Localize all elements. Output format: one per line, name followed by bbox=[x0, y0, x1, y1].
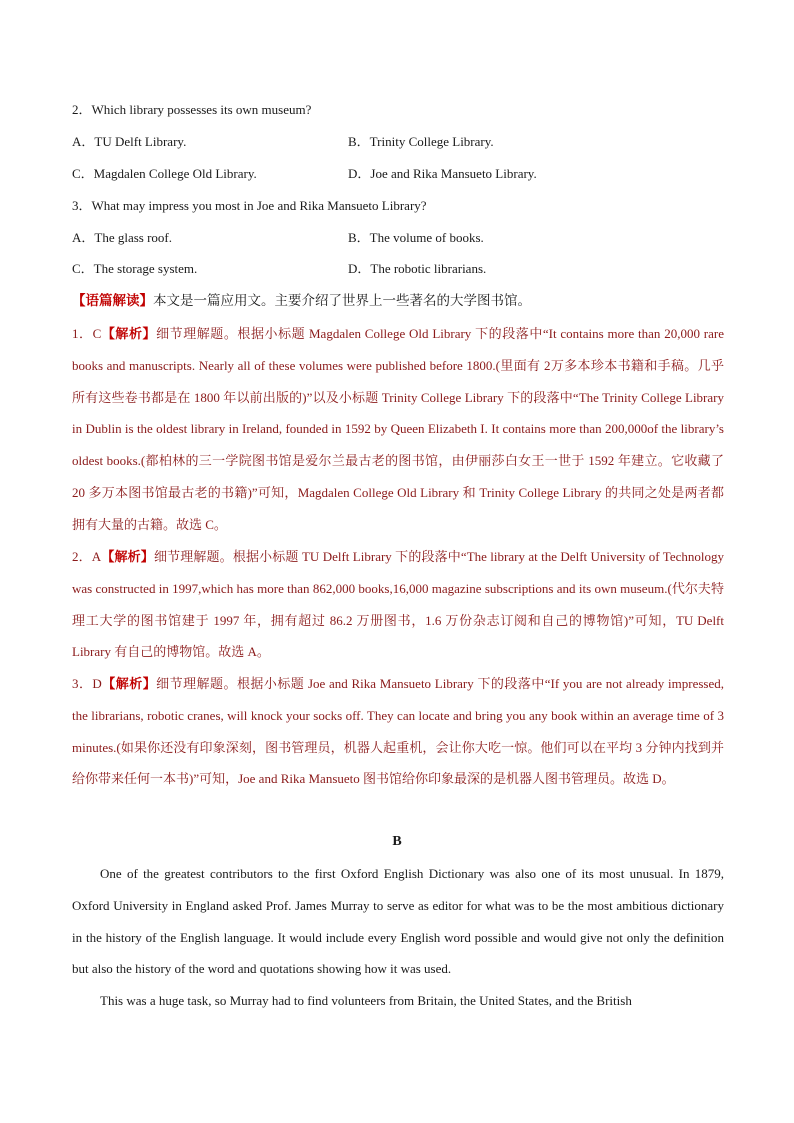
question-3-option-c: C．The storage system. bbox=[72, 261, 198, 276]
explanation-3-number: 3．D bbox=[72, 676, 102, 691]
question-2-option-c: C．Magdalen College Old Library. bbox=[72, 166, 257, 181]
section-b-paragraph-2: This was a huge task, so Murray had to find volunteers from Britain, the United States, and the British bbox=[100, 993, 632, 1008]
section-b-paragraph-1: One of the greatest contributors to the first Oxford English Dictionary was also one of its most unusual. In 1879, Oxford University in England asked Prof. James Murray to serve as editor for what was to be the most ambitious dictionary in the history of the English language. It would include every English word possible and would give not only the definition but also the history of the word and quotations showing how it was used. bbox=[72, 866, 724, 977]
question-3-stem: 3．What may impress you most in Joe and Rika Mansueto Library? bbox=[72, 198, 427, 213]
explanation-3 bbox=[72, 668, 724, 795]
explanation-1-tag: 【解析】 bbox=[101, 326, 157, 341]
reading-tag: 【语篇解读】 bbox=[72, 293, 153, 308]
reading-interpretation bbox=[72, 293, 531, 309]
question-2-stem: 2．Which library possesses its own museum? bbox=[72, 102, 312, 117]
explanation-1-text: 细节理解题。根据小标题 Magdalen College Old Library 下的段落中“It contains more than 20,000 rare books and manuscripts. Nearly all of these volumes were published before 1800.(里面有 2万多本珍本书籍和手稿。几乎所有这些卷书都是在 1800 年以前出版的)”以及小标题 Trinity College Library 下的段落中“The Trinity College Library in Dublin is the oldest library in Ireland, founded in 1592 by Queen Elizabeth I. It contains more than 200,000of the library’s oldest books.(都柏林的三一学院图书馆是爱尔兰最古老的图书馆，由伊丽莎白女王一世于 1592 年建立。它收藏了 20 多万本图书馆最古老的书籍)”可知，Magdalen College Old Library 和 Trinity College Library 的共同之处是两者都拥有大量的古籍。故选 C。 bbox=[72, 326, 724, 532]
section-b-heading: B bbox=[392, 834, 402, 849]
question-2-option-b: B．Trinity College Library. bbox=[348, 134, 494, 149]
question-3-option-b: B．The volume of books. bbox=[348, 230, 484, 245]
explanation-3-tag: 【解析】 bbox=[101, 676, 157, 691]
explanation-3-text: 细节理解题。根据小标题 Joe and Rika Mansueto Library 下的段落中“If you are not already impressed, the librarians, robotic cranes, will knock your socks off. They can locate and bring you any book within an average time of 3 minutes.(如果你还没有印象深刻，图书管理员，机器人起重机，会让你大吃一惊。他们可以在平均 3 分钟内找到并给你带来任何一本书)”可知，Joe and Rika Mansueto 图书馆给你印象最深的是机器人图书管理员。故选 D。 bbox=[72, 676, 724, 787]
explanation-2-number: 2．A bbox=[72, 549, 102, 564]
question-3-option-a: A．The glass roof. bbox=[72, 230, 173, 245]
explanation-2 bbox=[72, 541, 724, 668]
question-2-option-a: A．TU Delft Library. bbox=[72, 134, 187, 149]
explanation-1-number: 1．C bbox=[72, 326, 102, 341]
explanation-2-text: 细节理解题。根据小标题 TU Delft Library 下的段落中“The library at the Delft University of Technology was constructed in 1997,which has more than 862,000 books,16,000 magazine subscriptions and its own museum.(代尔夫特理工大学的图书馆建于 1997 年，拥有超过 86.2 万册图书，1.6 万份杂志订阅和自己的博物馆)”可知，TU Delft Library 有自己的博物馆。故选 A。 bbox=[72, 549, 724, 660]
reading-text: 本文是一篇应用文。主要介绍了世界上一些著名的大学图书馆。 bbox=[153, 293, 531, 308]
explanation-1 bbox=[72, 318, 724, 541]
question-3-option-d: D．The robotic librarians. bbox=[348, 261, 487, 276]
question-2-option-d: D．Joe and Rika Mansueto Library. bbox=[348, 166, 537, 181]
explanation-2-tag: 【解析】 bbox=[101, 549, 154, 564]
